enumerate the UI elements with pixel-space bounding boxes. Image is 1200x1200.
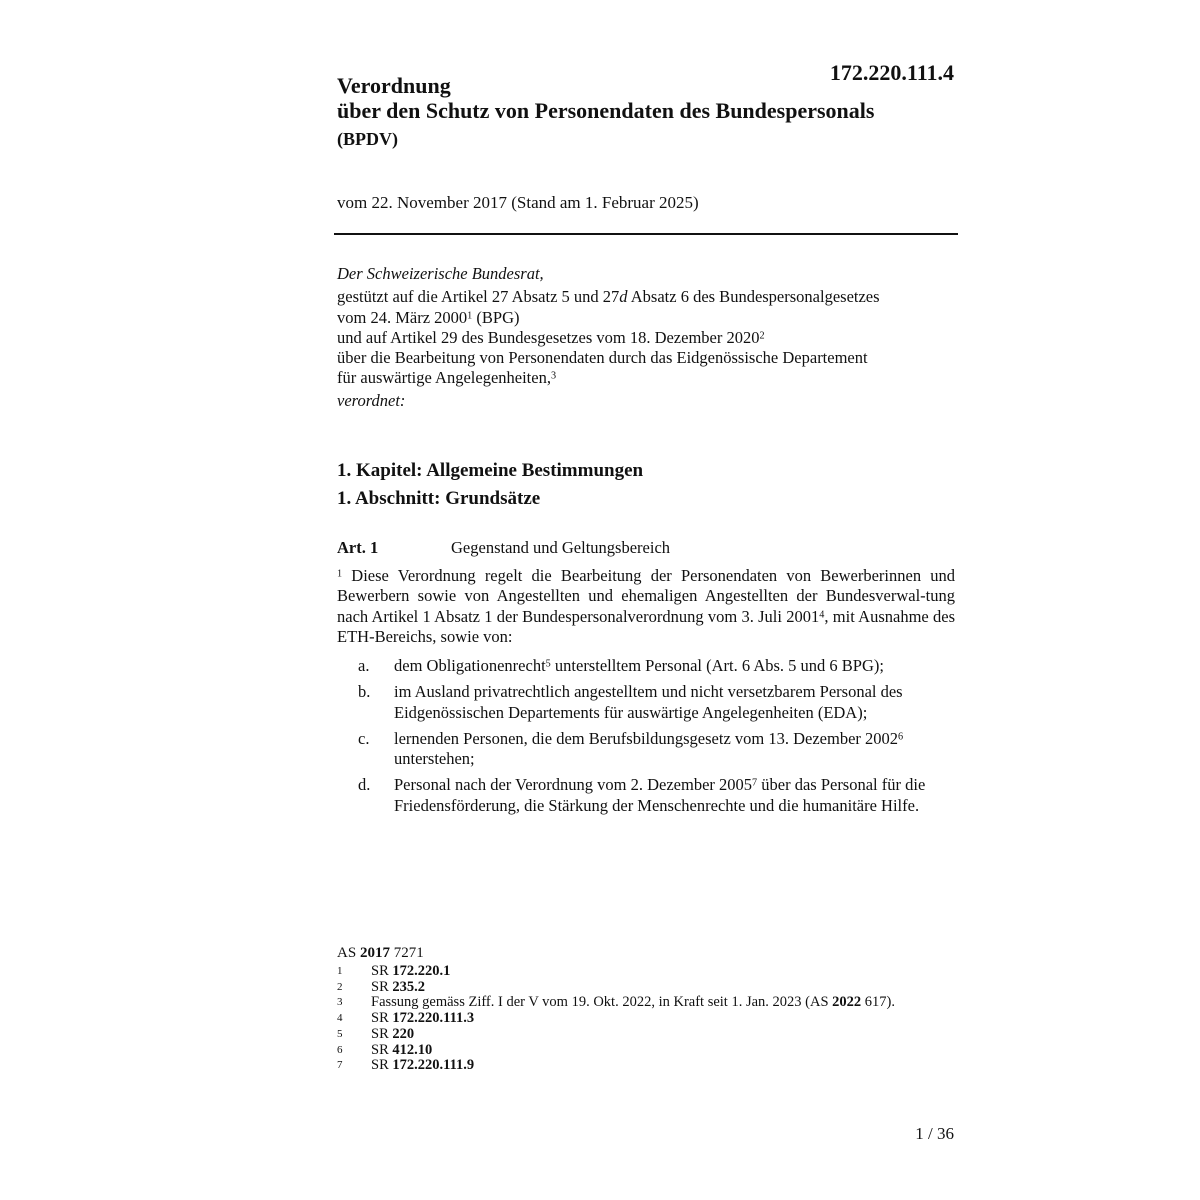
list-letter: a. xyxy=(358,656,370,675)
article-list xyxy=(337,656,957,822)
footnote-sr-link[interactable]: 235.2 xyxy=(392,978,425,995)
footnote-pre: SR xyxy=(371,978,393,995)
footnote-ref-6[interactable]: 6 xyxy=(898,731,904,743)
footnote-pre: SR xyxy=(371,1041,393,1058)
list-text-part: lernenden Personen, die dem Berufsbildungsgesetz vom 13. Dezember 2002 xyxy=(394,728,899,748)
footnote-text xyxy=(371,1043,957,1059)
footnote-text xyxy=(371,1027,957,1043)
as-year: 2017 xyxy=(359,945,390,961)
footnote-text xyxy=(371,1011,957,1027)
title-line-2: über den Schutz von Personendaten des Bundespersonals xyxy=(337,98,875,123)
footnote-1 xyxy=(337,964,957,980)
footnote-sr-link[interactable]: 172.220.111.9 xyxy=(392,1057,475,1074)
list-text xyxy=(394,775,955,816)
footnote-ref-2[interactable]: 2 xyxy=(759,330,765,342)
footnote-ref-5[interactable]: 5 xyxy=(545,658,551,670)
footnote-6 xyxy=(337,1043,957,1059)
list-text xyxy=(394,729,955,770)
page-number: 1 / 36 xyxy=(915,1124,954,1143)
date-line: vom 22. November 2017 (Stand am 1. Februar 2025) xyxy=(337,193,699,212)
footnote-text xyxy=(371,1058,957,1074)
as-prefix: AS xyxy=(337,945,360,961)
footnote-2 xyxy=(337,980,957,996)
footnote-sr-link[interactable]: 412.10 xyxy=(392,1041,433,1058)
as-page: 7271 xyxy=(389,945,424,961)
paragraph-number: 1 xyxy=(337,568,343,580)
footnote-number: 7 xyxy=(337,1059,343,1072)
footnote-text xyxy=(371,980,957,996)
footnote-post: 617). xyxy=(861,994,895,1011)
article-paragraph-1 xyxy=(337,566,955,647)
list-text-part: Personal nach der Verordnung vom 2. Dezember 2005 xyxy=(394,775,753,795)
footnote-pre: SR xyxy=(371,963,393,979)
article-title: Gegenstand und Geltungsbereich xyxy=(451,538,671,557)
official-compilation-ref xyxy=(337,945,424,962)
section-heading: 1. Abschnitt: Grundsätze xyxy=(337,488,541,509)
list-letter: b. xyxy=(358,682,371,702)
list-text xyxy=(394,682,955,723)
document-title xyxy=(337,73,957,150)
list-letter: d. xyxy=(358,775,371,795)
preamble-basis-line-4: über die Bearbeitung von Personendaten durch das Eidgenössische Departement xyxy=(337,348,868,368)
footnote-number: 3 xyxy=(337,996,343,1009)
basis-text: gestützt auf die Artikel 27 Absatz 5 und 27 xyxy=(337,287,620,307)
footnote-number: 1 xyxy=(337,965,343,977)
title-abbreviation: (BPDV) xyxy=(337,129,398,149)
preamble-basis-line-3 xyxy=(337,328,957,348)
preamble-verordnet: verordnet: xyxy=(337,390,406,410)
preamble-basis-line-5 xyxy=(337,368,957,388)
preamble-basis-line-2 xyxy=(337,308,957,328)
footnotes xyxy=(337,964,957,1074)
list-item-a xyxy=(337,656,957,676)
footnote-ref-7[interactable]: 7 xyxy=(752,777,758,789)
list-text-part: unterstelltem Personal (Art. 6 Abs. 5 und 6 BPG); xyxy=(550,656,884,675)
paragraph-text: , mit Ausnahme des ETH-Bereichs, sowie von: xyxy=(337,606,955,646)
basis-text: für auswärtige Angelegenheiten, xyxy=(337,368,551,388)
list-text xyxy=(394,656,955,676)
footnote-number: 6 xyxy=(337,1043,343,1056)
preamble-issuer: Der Schweizerische Bundesrat, xyxy=(337,264,544,283)
title-line-1: Verordnung xyxy=(337,73,451,98)
basis-text: (BPG) xyxy=(472,307,520,327)
list-text-part: unterstehen; xyxy=(394,749,475,769)
list-item-b xyxy=(337,682,957,723)
list-text-part: dem Obligationenrecht xyxy=(394,656,546,675)
basis-text: und auf Artikel 29 des Bundesgesetzes vom 18. Dezember 2020 xyxy=(337,327,760,347)
footnote-sr-link[interactable]: 220 xyxy=(392,1025,415,1042)
footnote-sr-link[interactable]: 172.220.1 xyxy=(392,963,451,979)
header-divider xyxy=(334,233,958,235)
basis-text: Absatz 6 des Bundespersonalgesetzes xyxy=(627,287,880,307)
basis-italic: d xyxy=(619,287,628,307)
footnote-5 xyxy=(337,1027,957,1043)
footnote-sr-link[interactable]: 172.220.111.3 xyxy=(392,1010,475,1027)
basis-text: vom 24. März 2000 xyxy=(337,307,468,327)
paragraph-text: Diese Verordnung regelt die Bearbeitung der Personendaten von Bewerberinnen und Bewerbern sowie von Angestellten und ehemaligen Angestellten der Bundesverwal-tung nach Artikel 1 Absatz 1 der Bundespersonalverordnung vom 3. Juli 2001 xyxy=(337,566,955,626)
preamble-basis-line-1 xyxy=(337,287,957,307)
list-text-part: im Ausland privatrechtlich angestelltem und nicht versetzbarem Personal des Eidgenössischen Departements für auswärtige Angelegenheiten (EDA); xyxy=(394,682,903,722)
footnote-number: 5 xyxy=(337,1027,343,1040)
footnote-number: 2 xyxy=(337,980,343,993)
list-text-part: über das Personal für die Friedensförderung, die Stärkung der Menschenrechte und die humanitäre Hilfe. xyxy=(394,775,926,815)
article-heading xyxy=(337,538,957,558)
footnote-text xyxy=(371,995,957,1011)
footnote-4 xyxy=(337,1011,957,1027)
footnote-pre: Fassung gemäss Ziff. I der V vom 19. Okt. 2022, in Kraft seit 1. Jan. 2023 (AS xyxy=(371,994,833,1011)
list-item-c xyxy=(337,729,957,770)
footnote-ref-3[interactable]: 3 xyxy=(550,370,557,382)
footnote-pre: SR xyxy=(371,1025,393,1042)
footnote-ref-4[interactable]: 4 xyxy=(819,609,825,620)
footnote-7 xyxy=(337,1058,957,1074)
sr-number: 172.220.111.4 xyxy=(829,60,954,85)
footnote-3 xyxy=(337,995,957,1011)
footnote-pre: SR xyxy=(371,1057,393,1074)
list-letter: c. xyxy=(358,728,370,748)
footnote-as-link[interactable]: 2022 xyxy=(832,994,862,1011)
footnote-pre: SR xyxy=(371,1010,393,1027)
list-item-d xyxy=(337,775,957,816)
footnote-ref-1[interactable]: 1 xyxy=(467,310,473,321)
article-label: Art. 1 xyxy=(337,538,379,557)
footnote-text xyxy=(371,964,957,980)
chapter-heading: 1. Kapitel: Allgemeine Bestimmungen xyxy=(337,460,644,481)
footnote-number: 4 xyxy=(337,1012,343,1025)
preamble xyxy=(337,264,957,411)
